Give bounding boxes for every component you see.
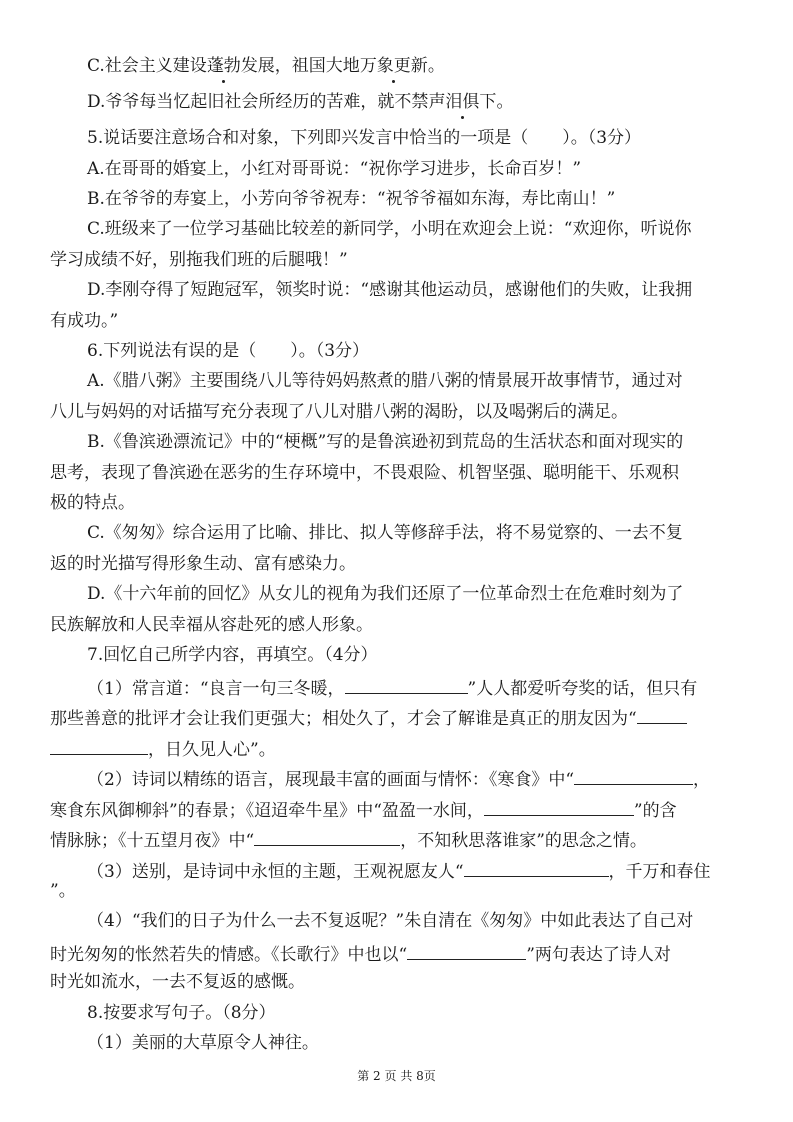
q7-part4-line3: 时光如流水，一去不复返的感慨。 xyxy=(50,972,305,992)
q5-option-a: A.在哥哥的婚宴上，小红对哥哥说：“祝你学习进步，长命百岁！” xyxy=(87,159,582,179)
q6-option-a-line2: 八儿与妈妈的对话描写充分表现了八儿对腊八粥的渴盼，以及喝粥后的满足。 xyxy=(50,402,628,422)
q7-stem: 7.回忆自己所学内容，再填空。（4分） xyxy=(87,645,378,665)
q7-part3-line2: ”。 xyxy=(50,881,76,901)
q6-option-c-line1: C.《匆匆》综合运用了比喻、排比、拟人等修辞手法，将不易觉察的、一去不复 xyxy=(87,523,683,543)
q7-part1-line1: （1）常言道：“良言一句三冬暖， ”人人都爱听夸奖的话，但只有 xyxy=(87,675,793,700)
answer-blank[interactable] xyxy=(574,766,693,785)
q5-option-b: B.在爷爷的寿宴上，小芳向爷爷祝寿：“祝爷爷福如东海，寿比南山！” xyxy=(87,189,616,209)
answer-blank[interactable] xyxy=(484,797,634,816)
dotted-text: 蓬勃 xyxy=(206,56,241,76)
q7-part4-line1: （4）“我们的日子为什么一去不复返呢？”朱自清在《匆匆》中如此表达了自己对 xyxy=(87,911,694,931)
q5-stem: 5.说话要注意场合和对象，下列即兴发言中恰当的一项是（ ）。（3分） xyxy=(87,128,642,148)
q5-option-d-line1: D.李刚夺得了短跑冠军，领奖时说：“感谢其他运动员，感谢他们的失败，让我拥 xyxy=(87,280,693,300)
answer-blank[interactable] xyxy=(50,736,148,755)
q6-option-b-line2: 思考，表现了鲁滨逊在恶劣的生存环境中，不畏艰险、机智坚强、聪明能干、乐观积 xyxy=(50,463,679,483)
q5-option-d-line2: 有成功。” xyxy=(50,311,119,331)
page-footer: 第 2 页 共 8页 xyxy=(357,1069,436,1083)
q6-option-b-line3: 极的特点。 xyxy=(50,493,135,513)
answer-blank[interactable] xyxy=(637,705,687,724)
q6-option-d-line1: D.《十六年前的回忆》从女儿的视角为我们还原了一位革命烈士在危难时刻为了 xyxy=(87,584,684,604)
answer-blank[interactable] xyxy=(254,827,400,846)
q7-part4-line2: 时光匆匆的怅然若失的情感。《长歌行》中也以“ ”两句表达了诗人对 xyxy=(50,941,793,966)
q6-option-a-line1: A.《腊八粥》主要围绕八儿等待妈妈熬煮的腊八粥的情景展开故事情节，通过对 xyxy=(87,371,683,391)
q7-part1-line2: 那些善意的批评才会让我们更强大；相处久了，才会了解谁是真正的朋友因为“ xyxy=(50,705,793,730)
answer-blank[interactable] xyxy=(464,858,609,877)
q8-stem: 8.按要求写句子。（8分） xyxy=(87,1003,276,1023)
q6-stem: 6.下列说法有误的是（ ）。（3分） xyxy=(87,341,370,361)
q7-part2-line1: （2）诗词以精练的语言，展现最丰富的画面与情怀：《寒食》中“ ， xyxy=(87,766,793,791)
q4-option-d: D.爷爷每当忆起旧社会所经历的苦难，就不禁声泪俱下。 xyxy=(87,92,514,112)
q7-part2-line2: 寒食东风御柳斜”的春景；《迢迢牵牛星》中“盈盈一水间， ”的含 xyxy=(50,797,793,822)
q5-option-c-line1: C.班级来了一位学习基础比较差的新同学，小明在欢迎会上说：“欢迎你，听说你 xyxy=(87,219,692,239)
dotted-text: 万象更新 xyxy=(359,56,428,76)
answer-blank[interactable] xyxy=(345,675,468,694)
q7-part2-line3: 情脉脉；《十五望月夜》中“ ，不知秋思落谁家”的思念之情。 xyxy=(50,827,793,852)
answer-blank[interactable] xyxy=(407,941,526,960)
q8-part1: （1）美丽的大草原令人神往。 xyxy=(87,1033,319,1053)
q6-option-c-line2: 返的时光描写得形象生动、富有感染力。 xyxy=(50,554,356,574)
q6-option-d-line2: 民族解放和人民幸福从容赴死的感人形象。 xyxy=(50,615,373,635)
q6-option-b-line1: B.《鲁滨逊漂流记》中的“梗概”写的是鲁滨逊初到荒岛的生活状态和面对现实的 xyxy=(87,432,684,452)
q5-option-c-line2: 学习成绩不好，别拖我们班的后腿哦！” xyxy=(50,250,348,270)
dotted-text: 声泪俱下 xyxy=(428,92,497,112)
q4-option-c: C.社会主义建设蓬勃发展，祖国大地万象更新。 xyxy=(87,56,445,76)
q7-part3-line1: （3）送别，是诗词中永恒的主题，王观祝愿友人“ ，千万和春住 xyxy=(87,858,793,883)
q7-part1-line3: ，日久见人心”。 xyxy=(50,736,793,761)
